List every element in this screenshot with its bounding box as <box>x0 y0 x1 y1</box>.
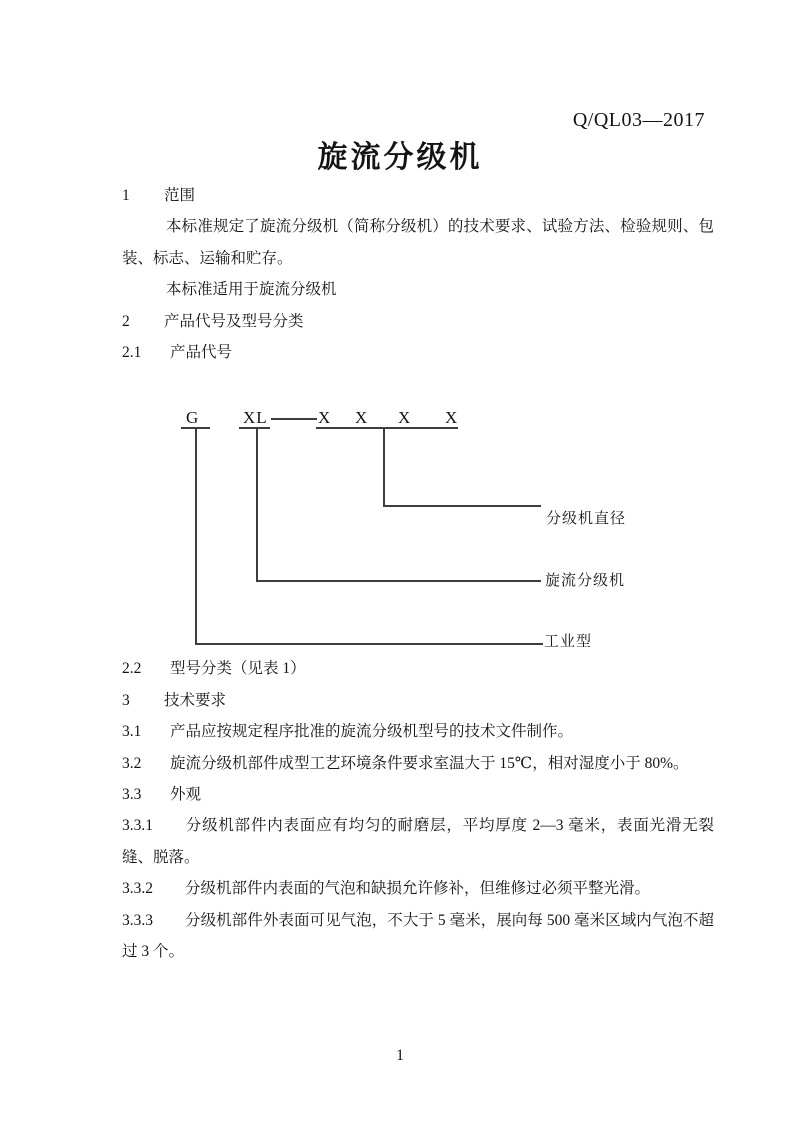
diagram-label-industrial-type: 工业型 <box>544 634 593 651</box>
code-letter-x1: X <box>318 408 332 428</box>
page-number: 1 <box>396 1047 404 1064</box>
clause-number: 3.1 <box>122 723 142 741</box>
leader-horizontal-industrial <box>195 643 543 645</box>
clause-paragraph-3-2 <box>122 748 714 779</box>
clause-heading-2-1 <box>122 337 714 368</box>
clause-heading-3 <box>122 685 714 716</box>
clause-heading-1 <box>122 180 714 211</box>
clause-number: 1 <box>122 187 130 204</box>
leader-vertical-industrial <box>195 427 197 644</box>
underline-x-group <box>316 427 458 429</box>
leader-horizontal-cyclone <box>256 580 541 582</box>
clause-title: 型号分类（见表 1） <box>170 660 306 678</box>
diagram-label-classifier-diameter: 分级机直径 <box>546 511 627 528</box>
code-letter-xl: XL <box>243 408 268 428</box>
clause-title: 产品代号 <box>170 344 233 362</box>
code-letter-x3: X <box>398 408 412 428</box>
clause-title: 外观 <box>170 786 202 804</box>
clause-number: 3.3.2 <box>122 880 153 898</box>
dash-connector-line <box>271 418 317 420</box>
clause-number: 3.2 <box>122 754 142 772</box>
clause-number: 2.2 <box>122 660 142 678</box>
clause-text: 旋流分级机部件成型工艺环境条件要求室温大于 15℃，相对湿度小于 80%。 <box>170 754 689 772</box>
clause-number: 3.3.3 <box>122 911 153 929</box>
product-code-diagram <box>0 368 800 653</box>
clause-title: 范围 <box>164 187 196 204</box>
document-body <box>122 180 714 968</box>
clause-heading-2 <box>122 306 714 337</box>
clause-title: 产品代号及型号分类 <box>164 312 304 330</box>
clause-heading-2-2 <box>122 653 714 684</box>
code-letter-x2: X <box>355 408 369 428</box>
clause-number: 2 <box>122 312 130 330</box>
clause-paragraph: 本标准适用于旋流分级机 <box>166 281 337 299</box>
code-letter-x4: X <box>445 408 459 428</box>
clause-heading-3-3 <box>122 779 714 810</box>
clause-paragraph-3-3-1 <box>122 810 714 873</box>
clause-paragraph-3-3-3 <box>122 905 714 968</box>
clause-number: 3.3 <box>122 786 142 804</box>
clause-text: 产品应按规定程序批准的旋流分级机型号的技术文件制作。 <box>170 723 574 741</box>
clause-text: 分级机部件外表面可见气泡，不大于 5 毫米，展向每 500 毫米区域内气泡不超过 3 个。 <box>122 911 714 961</box>
diagram-label-cyclone-classifier: 旋流分级机 <box>545 573 626 590</box>
clause-paragraph-3-1 <box>122 716 714 747</box>
doc-code: Q/QL03—2017 <box>572 109 705 131</box>
clause-text: 分级机部件内表面的气泡和缺损允许修补，但维修过必须平整光滑。 <box>185 880 651 898</box>
document-title: 旋流分级机 <box>317 141 483 174</box>
clause-paragraph-3-3-2 <box>122 873 714 904</box>
leader-horizontal-diameter <box>383 505 541 507</box>
leader-vertical-cyclone <box>256 427 258 581</box>
clause-paragraph: 本标准规定了旋流分级机（简称分级机）的技术要求、试验方法、检验规则、包装、标志、运输和贮存。 <box>122 218 714 267</box>
clause-number: 3.3.1 <box>122 817 153 835</box>
underline-xl <box>239 427 270 429</box>
clause-number: 3 <box>122 691 130 709</box>
clause-text: 分级机部件内表面应有均匀的耐磨层，平均厚度 2—3 毫米，表面光滑无裂缝、脱落。 <box>122 817 714 866</box>
leader-vertical-diameter <box>383 427 385 506</box>
clause-number: 2.1 <box>122 344 142 362</box>
clause-title: 技术要求 <box>164 691 227 709</box>
code-letter-g: G <box>186 408 200 428</box>
